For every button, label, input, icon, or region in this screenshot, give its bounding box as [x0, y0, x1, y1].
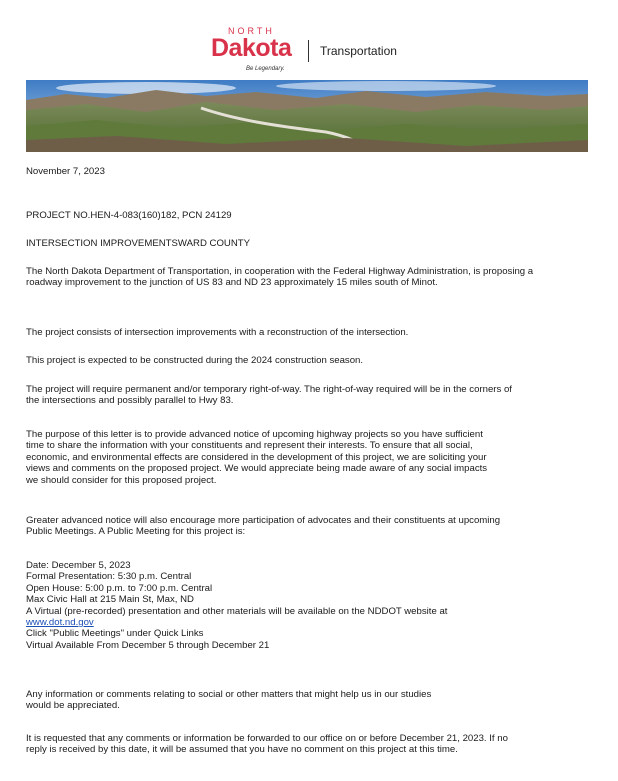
website-link[interactable]: www.dot.nd.gov — [26, 617, 94, 629]
paragraph-5: The purpose of this letter is to provide advanced notice of upcoming highway projects so you have sufficient time to share the information with your constituents and represent their interests. To ensure that all social, economic, and environmental effects are considered in the development of this project, we are soliciting your views and comments on the proposed project. We would appreciate being made aware of any social impacts we should consider for this proposed project. — [26, 429, 488, 486]
paragraph-4: The project will require permanent and/or temporary right-of-way. The right-of-way required will be in the corners of the intersections and possibly parallel to Hwy 83. — [26, 384, 512, 407]
paragraph-6: Greater advanced notice will also encourage more participation of advocates and their constituents at upcoming Public Meetings. A Public Meeting for this project is: — [26, 515, 501, 538]
meeting-date: Date: December 5, 2023 — [26, 560, 131, 571]
paragraph-8: It is requested that any comments or information be forwarded to our office on or before December 21, 2023. If no reply is received by this date, it will be assumed that you have no comment on this project at this time. — [26, 733, 508, 756]
logo-tagline: Be Legendary. — [246, 66, 285, 72]
project-number: PROJECT NO.HEN-4-083(160)182, PCN 24129 — [26, 210, 232, 221]
paragraph-3: This project is expected to be constructed during the 2024 construction season. — [26, 355, 364, 366]
paragraph-7: Any information or comments relating to social or other matters that might help us in our studies would be appreciated. — [26, 689, 432, 712]
meeting-open-house: Open House: 5:00 p.m. to 7:00 p.m. Central — [26, 582, 213, 594]
paragraph-2: The project consists of intersection improvements with a reconstruction of the intersection. — [26, 327, 409, 338]
logo-divider — [308, 40, 309, 62]
letter-date: November 7, 2023 — [26, 166, 105, 177]
meeting-details — [26, 560, 556, 651]
department-name: Transportation — [320, 44, 397, 58]
meeting-virtual-availability: Virtual Available From December 5 through December 21 — [26, 639, 270, 651]
letter-subject: INTERSECTION IMPROVEMENTSWARD COUNTY — [26, 238, 251, 249]
letterhead — [0, 0, 618, 80]
meeting-virtual: A Virtual (pre-recorded) presentation and other materials will be available on the NDDOT website at — [26, 605, 448, 617]
logo-north: NORTH — [228, 26, 275, 36]
meeting-location: Max Civic Hall at 215 Main St, Max, ND — [26, 594, 194, 606]
paragraph-1: The North Dakota Department of Transportation, in cooperation with the Federal Highway Administration, is proposing a roadway improvement to the junction of US 83 and ND 23 approximately 15 miles south of Minot. — [26, 266, 534, 289]
meeting-click-instructions: Click "Public Meetings" under Quick Links — [26, 628, 204, 640]
landscape-banner-image — [26, 80, 588, 152]
meeting-formal-presentation: Formal Presentation: 5:30 p.m. Central — [26, 571, 192, 583]
logo-dakota: Dakota — [211, 34, 292, 62]
